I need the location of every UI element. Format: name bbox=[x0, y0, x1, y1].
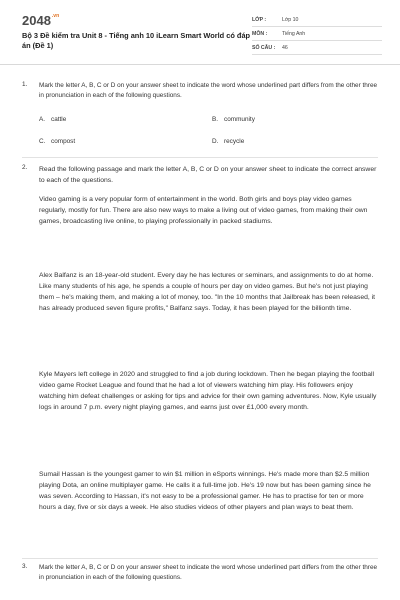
option-text: compost bbox=[51, 138, 76, 145]
document-meta bbox=[252, 16, 382, 58]
option-letter: D. bbox=[212, 138, 219, 145]
option-c[interactable] bbox=[39, 138, 75, 145]
option-d[interactable] bbox=[212, 138, 244, 145]
meta-count-label: SỐ CÂU : bbox=[252, 45, 276, 51]
meta-subject-label: MÔN : bbox=[252, 31, 268, 37]
option-a[interactable] bbox=[39, 116, 66, 123]
page-header bbox=[0, 0, 400, 64]
meta-subject-value: Tiếng Anh bbox=[282, 31, 306, 37]
meta-row-count bbox=[252, 44, 382, 55]
passage-paragraph-1: Video gaming is a very popular form of entertainment in the world. Both girls and boys play video games regularly, mostly for fun. There are also new ways to make a living out of video games, from making their own games, broadcasting live online, to playing professionally in packed stadiums. bbox=[39, 196, 368, 225]
option-letter: C. bbox=[39, 138, 46, 145]
header-divider bbox=[0, 64, 400, 65]
option-text: cattle bbox=[51, 116, 67, 123]
question-number: 3. bbox=[22, 563, 28, 570]
option-b[interactable] bbox=[212, 116, 255, 123]
question-divider bbox=[22, 157, 378, 158]
question-text: Mark the letter A, B, C or D on your answer sheet to indicate the word whose underlined part differs from the other three in pronunciation in each of the following questions. bbox=[39, 82, 378, 99]
logo-text: 2048 bbox=[22, 13, 51, 28]
logo-suffix: .vn bbox=[51, 13, 60, 19]
option-letter: A. bbox=[39, 116, 46, 123]
question-3 bbox=[22, 563, 382, 600]
passage-paragraph-3: Kyle Mayers left college in 2020 and struggled to find a job during lockdown. Then he began playing the football video game Rocket League and found that he had a lot of viewers watching him play. His followers enjoy watching him defeat challenges or asking for tips and advice for their own gaming adventures. Now, Kyle usually logs in around 7 p.m. every night playing games, and earns just over £1,000 every month. bbox=[39, 371, 377, 411]
meta-count-value: 46 bbox=[282, 45, 288, 51]
option-letter: B. bbox=[212, 116, 219, 123]
question-2 bbox=[22, 164, 382, 559]
meta-row-subject bbox=[252, 30, 382, 41]
question-number: 1. bbox=[22, 81, 28, 88]
meta-class-label: LỚP : bbox=[252, 17, 267, 23]
question-divider bbox=[22, 558, 378, 559]
question-number: 2. bbox=[22, 164, 28, 171]
question-text: Read the following passage and mark the letter A, B, C or D on your answer sheet to indicate the correct answer to each of the questions. bbox=[39, 166, 377, 184]
question-1 bbox=[22, 81, 382, 149]
meta-class-value: Lớp 10 bbox=[282, 17, 299, 23]
site-logo[interactable] bbox=[22, 13, 59, 28]
option-text: community bbox=[224, 116, 255, 123]
meta-row-class bbox=[252, 16, 382, 27]
document-title: Bộ 3 Đề kiểm tra Unit 8 - Tiếng anh 10 iLearn Smart World có đáp án (Đề 1) bbox=[22, 31, 251, 50]
question-text: Mark the letter A, B, C or D on your answer sheet to indicate the word whose underlined part differs from the other three in pronunciation in each of the following questions. bbox=[39, 564, 378, 581]
option-text: recycle bbox=[224, 138, 245, 145]
passage-paragraph-4: Sumail Hassan is the youngest gamer to win $1 million in eSports winnings. He's made more than $2.5 million playing Dota, an online multiplayer game. He calls it a full-time job. He's 19 now but has been gaming since he was seven. According to Hassan, it's not easy to be a professional gamer. He has to practise for ten or more hours a day, five or six days a week. He also studies videos of other players and plan ways to beat them. bbox=[39, 471, 371, 511]
passage-paragraph-2: Alex Balfanz is an 18-year-old student. Every day he has lectures or seminars, and assignments to do at home. Like many students of his age, he spends a couple of hours per day on video games. But he's not just playing them – he's making them, and making a lot of money, too. "In the 10 months that Jailbreak has been released, it has already produced seven figure profits," Balfanz says. Today, it has been played for the billionth time. bbox=[39, 272, 376, 312]
